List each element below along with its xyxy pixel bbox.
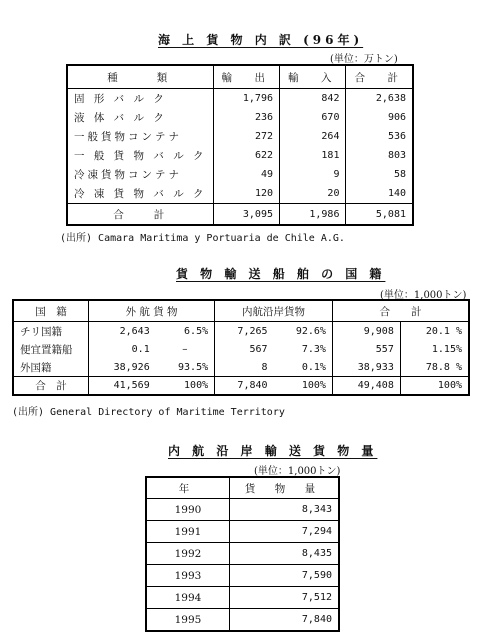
export-cell: 1,796 bbox=[213, 89, 279, 109]
volume-cell: 7,590 bbox=[230, 565, 340, 587]
total-label: 合 計 bbox=[67, 204, 213, 226]
column-header: 合 計 bbox=[332, 300, 469, 322]
grand-total: 5,081 bbox=[346, 204, 413, 226]
coastal-cargo-share: 0.1% bbox=[301, 361, 326, 373]
coastal-cargo-value: 567 bbox=[215, 340, 274, 358]
import-cell: 20 bbox=[280, 184, 346, 204]
export-cell: 236 bbox=[213, 108, 279, 127]
foreign-cargo-share: 93.5% bbox=[178, 361, 209, 373]
cargo-type-cell: 一 般 貨 物 バ ル ク bbox=[74, 150, 207, 162]
foreign-cargo-value: 2,643 bbox=[89, 322, 156, 341]
import-cell: 264 bbox=[280, 127, 346, 146]
column-header: 国 籍 bbox=[13, 300, 89, 322]
nationality-cell: チリ国籍 bbox=[20, 325, 62, 338]
coastal-transport-table bbox=[145, 476, 340, 632]
foreign-cargo-share: 6.5% bbox=[184, 325, 209, 337]
import-cell: 9 bbox=[280, 165, 346, 184]
volume-cell: 8,343 bbox=[230, 499, 340, 521]
coastal-cargo-total: 7,840 bbox=[215, 377, 274, 396]
coastal-cargo-value: 7,265 bbox=[215, 322, 274, 341]
year-cell: 1994 bbox=[146, 587, 230, 609]
table2-title: 貨 物 輸 送 船 舶 の 国 籍 bbox=[176, 267, 386, 281]
table-row bbox=[13, 358, 469, 377]
export-total: 3,095 bbox=[213, 204, 279, 226]
table-total-row bbox=[67, 204, 413, 226]
table-row bbox=[146, 609, 339, 632]
nationality-cell: 外国籍 bbox=[20, 361, 52, 374]
coastal-cargo-total-share: 100% bbox=[274, 377, 333, 396]
total-cell: 2,638 bbox=[346, 89, 413, 109]
table-total-row bbox=[13, 377, 469, 396]
year-cell: 1993 bbox=[146, 565, 230, 587]
nationality-cell: 便宜置籍船 bbox=[20, 343, 73, 356]
table-row bbox=[13, 340, 469, 358]
table3-title: 内 航 沿 岸 輸 送 貨 物 量 bbox=[168, 444, 378, 458]
foreign-cargo-total-share: 100% bbox=[156, 377, 215, 396]
column-header: 輸 入 bbox=[280, 65, 346, 89]
foreign-cargo-share: – bbox=[182, 343, 188, 355]
grand-total: 49,408 bbox=[332, 377, 400, 396]
table-row bbox=[146, 499, 339, 521]
foreign-cargo-total: 41,569 bbox=[89, 377, 156, 396]
import-total: 1,986 bbox=[280, 204, 346, 226]
year-cell: 1995 bbox=[146, 609, 230, 632]
grand-total-share: 100% bbox=[400, 377, 469, 396]
table1-title: 海 上 貨 物 内 訳 (96年) bbox=[158, 33, 364, 47]
table-row bbox=[146, 521, 339, 543]
column-header: 合 計 bbox=[346, 65, 413, 89]
table-row bbox=[67, 127, 413, 146]
foreign-cargo-value: 38,926 bbox=[89, 358, 156, 377]
column-header: 輸 出 bbox=[213, 65, 279, 89]
cargo-breakdown-table bbox=[66, 64, 414, 226]
table1-source: (出所) Camara Maritima y Portuaria de Chile A.G. bbox=[60, 233, 345, 244]
cargo-type-cell: 固 形 バ ル ク bbox=[74, 93, 167, 105]
table-row bbox=[67, 146, 413, 165]
year-cell: 1991 bbox=[146, 521, 230, 543]
total-cell: 906 bbox=[346, 108, 413, 127]
table-header-row bbox=[13, 300, 469, 322]
cargo-type-cell: 一般貨物コンテナ bbox=[74, 131, 182, 143]
total-cell: 803 bbox=[346, 146, 413, 165]
total-value: 38,933 bbox=[332, 358, 400, 377]
total-share: 20.1 % bbox=[400, 322, 469, 341]
total-cell: 58 bbox=[346, 165, 413, 184]
import-cell: 181 bbox=[280, 146, 346, 165]
table-row bbox=[67, 108, 413, 127]
table-header-row bbox=[67, 65, 413, 89]
table-row bbox=[67, 89, 413, 109]
table2-unit: (単位：1,000トン) bbox=[380, 290, 467, 301]
import-cell: 670 bbox=[280, 108, 346, 127]
cargo-type-cell: 液 体 バ ル ク bbox=[74, 112, 167, 124]
total-share: 1.15% bbox=[400, 340, 469, 358]
total-share: 78.8 % bbox=[400, 358, 469, 377]
total-value: 557 bbox=[332, 340, 400, 358]
total-value: 9,908 bbox=[332, 322, 400, 341]
column-header: 内航沿岸貨物 bbox=[215, 300, 333, 322]
table3-unit: (単位：1,000トン) bbox=[254, 466, 341, 477]
cargo-type-cell: 冷凍貨物コンテナ bbox=[74, 169, 182, 181]
column-header: 年 bbox=[146, 477, 230, 499]
export-cell: 120 bbox=[213, 184, 279, 204]
total-label: 合 計 bbox=[13, 377, 89, 396]
export-cell: 49 bbox=[213, 165, 279, 184]
table2-source: (出所) General Directory of Maritime Territory bbox=[12, 407, 285, 418]
year-cell: 1992 bbox=[146, 543, 230, 565]
table-row bbox=[67, 184, 413, 204]
year-cell: 1990 bbox=[174, 503, 202, 516]
column-header: 種 類 bbox=[67, 65, 213, 89]
table-row bbox=[146, 565, 339, 587]
coastal-cargo-share: 7.3% bbox=[301, 343, 326, 355]
volume-cell: 7,294 bbox=[230, 521, 340, 543]
volume-cell: 8,435 bbox=[230, 543, 340, 565]
ship-nationality-table bbox=[12, 299, 470, 396]
coastal-cargo-value: 8 bbox=[215, 358, 274, 377]
import-cell: 842 bbox=[280, 89, 346, 109]
volume-cell: 7,512 bbox=[230, 587, 340, 609]
column-header: 外 航 貨 物 bbox=[89, 300, 215, 322]
total-cell: 536 bbox=[346, 127, 413, 146]
total-cell: 140 bbox=[346, 184, 413, 204]
export-cell: 622 bbox=[213, 146, 279, 165]
foreign-cargo-value: 0.1 bbox=[89, 340, 156, 358]
table-row bbox=[67, 165, 413, 184]
table-row bbox=[146, 587, 339, 609]
table1-unit: (単位：万トン) bbox=[330, 54, 398, 65]
column-header: 貨 物 量 bbox=[230, 477, 340, 499]
coastal-cargo-share: 92.6% bbox=[295, 325, 326, 337]
table-row bbox=[146, 543, 339, 565]
export-cell: 272 bbox=[213, 127, 279, 146]
table-header-row bbox=[146, 477, 339, 499]
volume-cell: 7,840 bbox=[230, 609, 340, 632]
table-row bbox=[13, 322, 469, 341]
cargo-type-cell: 冷 凍 貨 物 バ ル ク bbox=[74, 188, 207, 200]
